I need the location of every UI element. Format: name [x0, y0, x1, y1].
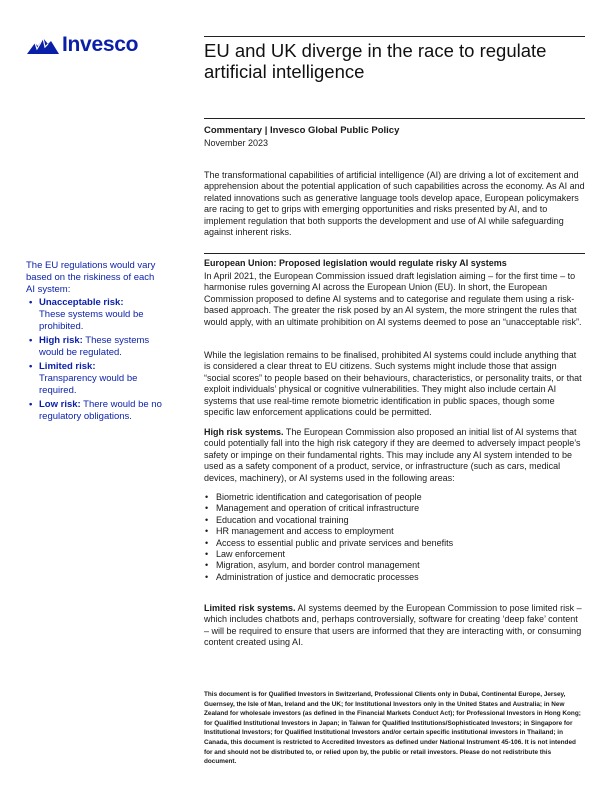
list-item: • HR management and access to employment: [204, 526, 585, 537]
page-title: EU and UK diverge in the race to regulate artificial intelligence: [204, 40, 547, 82]
document-subtitle: Commentary | Invesco Global Public Policy: [204, 125, 400, 136]
risk-label: Limited risk:: [39, 361, 96, 372]
risk-text: These systems would be prohibited.: [39, 309, 144, 332]
limited-risk-label: Limited risk systems.: [204, 603, 296, 613]
risk-text: There would be no regulatory obligations.: [39, 399, 162, 422]
risk-item-unacceptable: [26, 297, 162, 333]
risk-text: Transparency would be required.: [39, 373, 138, 396]
intro-paragraph: The transformational capabilities of artificial intelligence (AI) are driving a lot of excitement and apprehension about the potential application of such capabilities across the economy. As AI and related innovations such as generative language tools develop apace, European policymakers are racing to get to grips with emerging opportunities and risks presented by AI, and to implement regulation that both supports the development and use of AI while safeguarding against inherent risks.: [204, 170, 585, 238]
risk-label: Low risk:: [39, 399, 81, 410]
disclaimer: This document is for Qualified Investors in Switzerland, Professional Clients only in Dubai, Continental Europe, Jersey, Guernsey, the Isle of Man, Ireland and the UK; for Institutional Investors only in the United States and Australia; in New Zealand for wholesale investors (as defined in the Financial Markets Conduct Act); for Professional Investors in Hong Kong; for Qualified Institutional Investors in Japan; in Taiwan for Qualified Institutions/Sophisticated Investors; in Singapore for Institutional Investors; for Qualified Institutional Investors and/or certain specific institutional investors in Thailand; in Canada, this document is restricted to Accredited Investors as defined under National Instrument 45-106. It is not intended for and should not be distributed to, or relied upon by, the public or retail investors. Please do not redistribute this document.: [204, 691, 581, 766]
list-item: • Education and vocational training: [204, 515, 585, 526]
risk-item-low: [26, 399, 162, 423]
list-item: • Migration, asylum, and border control management: [204, 560, 585, 571]
brand-name: Invesco: [62, 33, 139, 56]
risk-label: High risk:: [39, 335, 83, 346]
risk-list: [26, 297, 162, 423]
invesco-logo: [26, 34, 138, 56]
high-risk-text: The European Commission also proposed an initial list of AI systems that could potentially fall into the high risk category if they are deemed to adversely impact people’s safety or impinge on their fundamental rights. This may include any AI system intended to be used as a safety component of a product, service, or infrastructure (such as cars, medical devices, machinery), or AI systems used in the following areas:: [204, 427, 581, 483]
mountain-logo-icon: [26, 35, 60, 55]
title-top-rule: [204, 36, 585, 37]
section-rule: [204, 253, 585, 254]
sidebar-intro: The EU regulations would vary based on the riskiness of each AI system:: [26, 260, 156, 295]
risk-text: These systems would be regulated.: [39, 335, 150, 358]
limited-risk-text: AI systems deemed by the European Commission to pose limited risk – which includes chatbots and, perhaps controversially, software for creating ‘deep fake’ content – will be required to ensure that users are informed that they are interacting with, or consuming content created using AI.: [204, 603, 582, 648]
high-risk-label: High risk systems.: [204, 427, 284, 437]
high-risk-paragraph: [204, 427, 585, 484]
list-item: • Biometric identification and categorisation of people: [204, 492, 585, 503]
eu-paragraph-1: In April 2021, the European Commission issued draft legislation aiming – for the first time – to harmonise rules governing AI across the European Union (EU). In short, the European Commission proposed to define AI systems and to categorise and regulate them using a risk-based approach. The greater the risk posed by an AI system, the more stringent the rules that would apply, with an ultimate prohibition on AI systems deemed to pose an “unacceptable risk”.: [204, 271, 582, 327]
section-heading: European Union: Proposed legislation would regulate risky AI systems: [204, 258, 507, 268]
risk-item-high: [26, 335, 162, 359]
list-item: • Management and operation of critical infrastructure: [204, 503, 585, 514]
risk-label: Unacceptable risk:: [39, 297, 124, 308]
document-date: November 2023: [204, 138, 269, 148]
list-item: • Access to essential public and private services and benefits: [204, 538, 585, 549]
high-risk-areas-list: [204, 492, 585, 583]
risk-item-limited: [26, 361, 162, 397]
eu-paragraph-2: While the legislation remains to be finalised, prohibited AI systems could include anything that is considered a clear threat to EU citizens. Such systems might include those that assign “social scores” to people based on their behaviours, characteristics, or personality traits, or that exploit individuals’ physical or cognitive vulnerabilities. They might also include certain AI systems that use real-time remote biometric identification in public spaces, though some specific law enforcement applications could be permitted.: [204, 350, 582, 418]
title-bottom-rule: [204, 118, 585, 119]
limited-risk-paragraph: [204, 603, 585, 649]
list-item: • Law enforcement: [204, 549, 585, 560]
list-item: • Administration of justice and democratic processes: [204, 572, 585, 583]
risk-sidebar: [26, 260, 162, 425]
